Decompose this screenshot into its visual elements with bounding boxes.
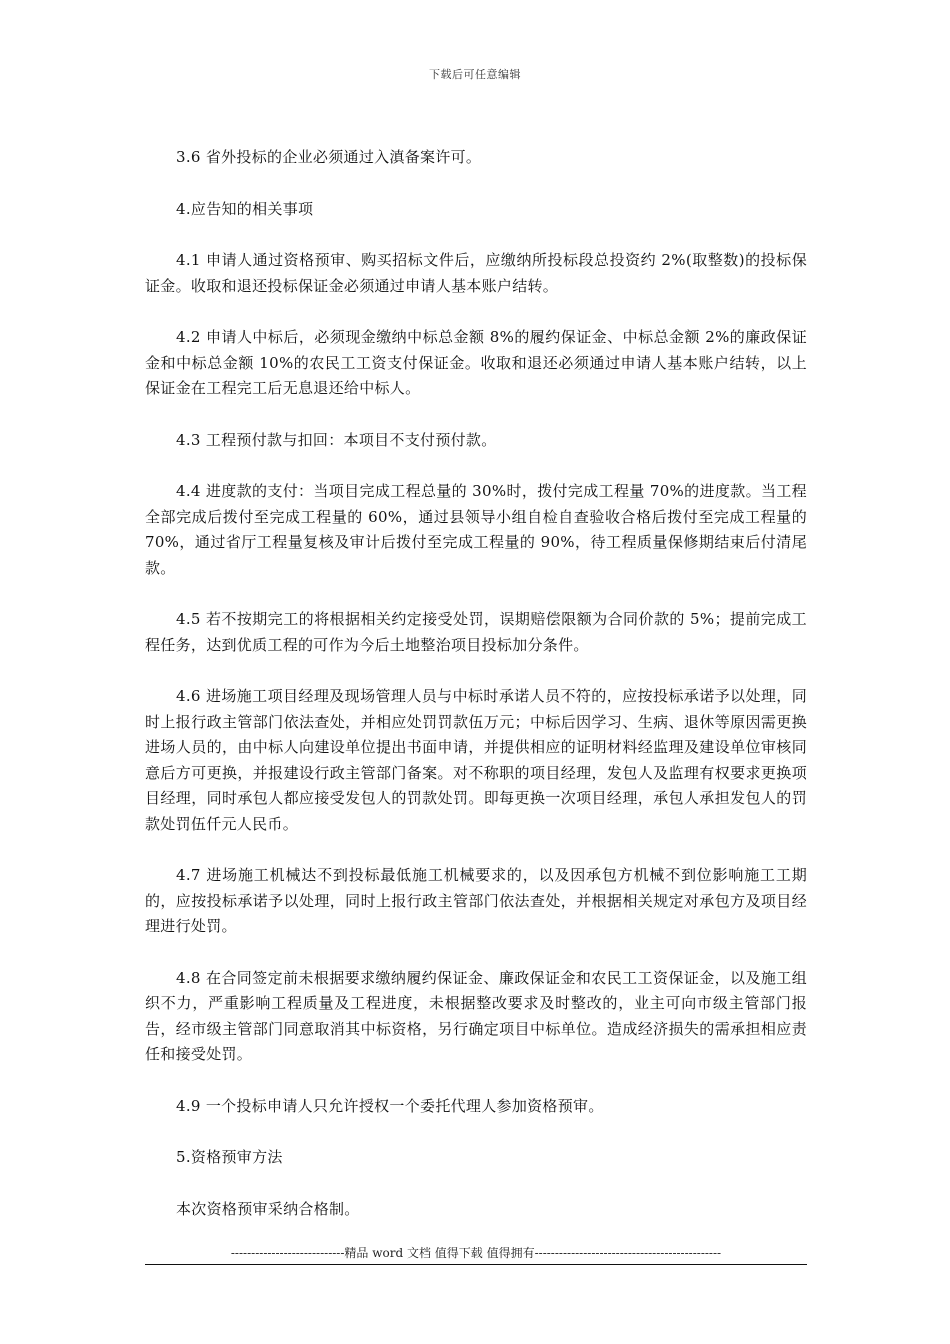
section-heading-4: 4.应告知的相关事项 bbox=[176, 199, 314, 218]
paragraph-4-9: 4.9 一个投标申请人只允许授权一个委托代理人参加资格预审。 bbox=[176, 1096, 604, 1115]
document-body bbox=[145, 145, 807, 1248]
section-heading-5: 5.资格预审方法 bbox=[176, 1148, 283, 1166]
paragraph-3-6: 3.6 省外投标的企业必须通过入滇备案许可。 bbox=[176, 148, 482, 166]
paragraph-4-5: 4.5 若不按期完工的将根据相关约定接受处罚，误期赔偿限额为合同价款的 5%；提前完成工程任务，达到优质工程的可作为今后土地整治项目投标加分条件。 bbox=[145, 610, 807, 654]
paragraph-4-4: 4.4 进度款的支付：当项目完成工程总量的 30%时，拨付完成工程量 70%的进度款。当工程全部完成后拨付至完成工程量的 60%，通过县领导小组自检自查验收合格后拨付至完成工程量的 70%，通过省厅工程量复核及审计后拨付至完成工程量的 90%，待工程质量保修期结束后付清尾款。 bbox=[145, 482, 807, 577]
paragraph-4-1: 4.1 申请人通过资格预审、购买招标文件后，应缴纳所投标段总投资约 2%(取整数)的投标保证金。收取和退还投标保证金必须通过申请人基本账户结转。 bbox=[145, 251, 807, 295]
page-header: 下载后可任意编辑 bbox=[429, 68, 521, 81]
paragraph-4-6: 4.6 进场施工项目经理及现场管理人员与中标时承诺人员不符的，应按投标承诺予以处理，同时上报行政主管部门依法查处，并相应处罚罚款伍万元；中标后因学习、生病、退休等原因需更换进场人员的，由中标人向建设单位提出书面申请，并提供相应的证明材料经监理及建设单位审核同意后方可更换，并报建设行政主管部门备案。对不称职的项目经理，发包人及监理有权要求更换项目经理，同时承包人都应接受发包人的罚款处罚。即每更换一次项目经理，承包人承担发包人的罚款处罚伍仟元人民币。 bbox=[145, 687, 807, 833]
paragraph-4-7: 4.7 进场施工机械达不到投标最低施工机械要求的，以及因承包方机械不到位影响施工工期的，应按投标承诺予以处理，同时上报行政主管部门依法查处，并根据相关规定对承包方及项目经理进行处罚。 bbox=[145, 866, 807, 935]
paragraph-4-3: 4.3 工程预付款与扣回：本项目不支付预付款。 bbox=[176, 430, 497, 449]
footer-rule bbox=[145, 1264, 807, 1265]
paragraph-4-2: 4.2 申请人中标后，必须现金缴纳中标总金额 8%的履约保证金、中标总金额 2%的廉政保证金和中标总金额 10%的农民工工资支付保证金。收取和退还必须通过申请人基本账户结转，以上保证金在工程完工后无息退还给中标人。 bbox=[145, 328, 807, 397]
paragraph-4-8: 4.8 在合同签定前未根据要求缴纳履约保证金、廉政保证金和农民工工资保证金，以及施工组织不力，严重影响工程质量及工程进度，未根据整改要求及时整改的，业主可向市级主管部门报告，经市级主管部门同意取消其中标资格，另行确定项目中标单位。造成经济损失的需承担相应责任和接受处罚。 bbox=[145, 968, 807, 1063]
page-footer: ----------------------------精品 word 文档 值得下载 值得拥有---------------------------------------------- bbox=[230, 1246, 722, 1260]
paragraph-5-body: 本次资格预审采纳合格制。 bbox=[176, 1199, 360, 1218]
